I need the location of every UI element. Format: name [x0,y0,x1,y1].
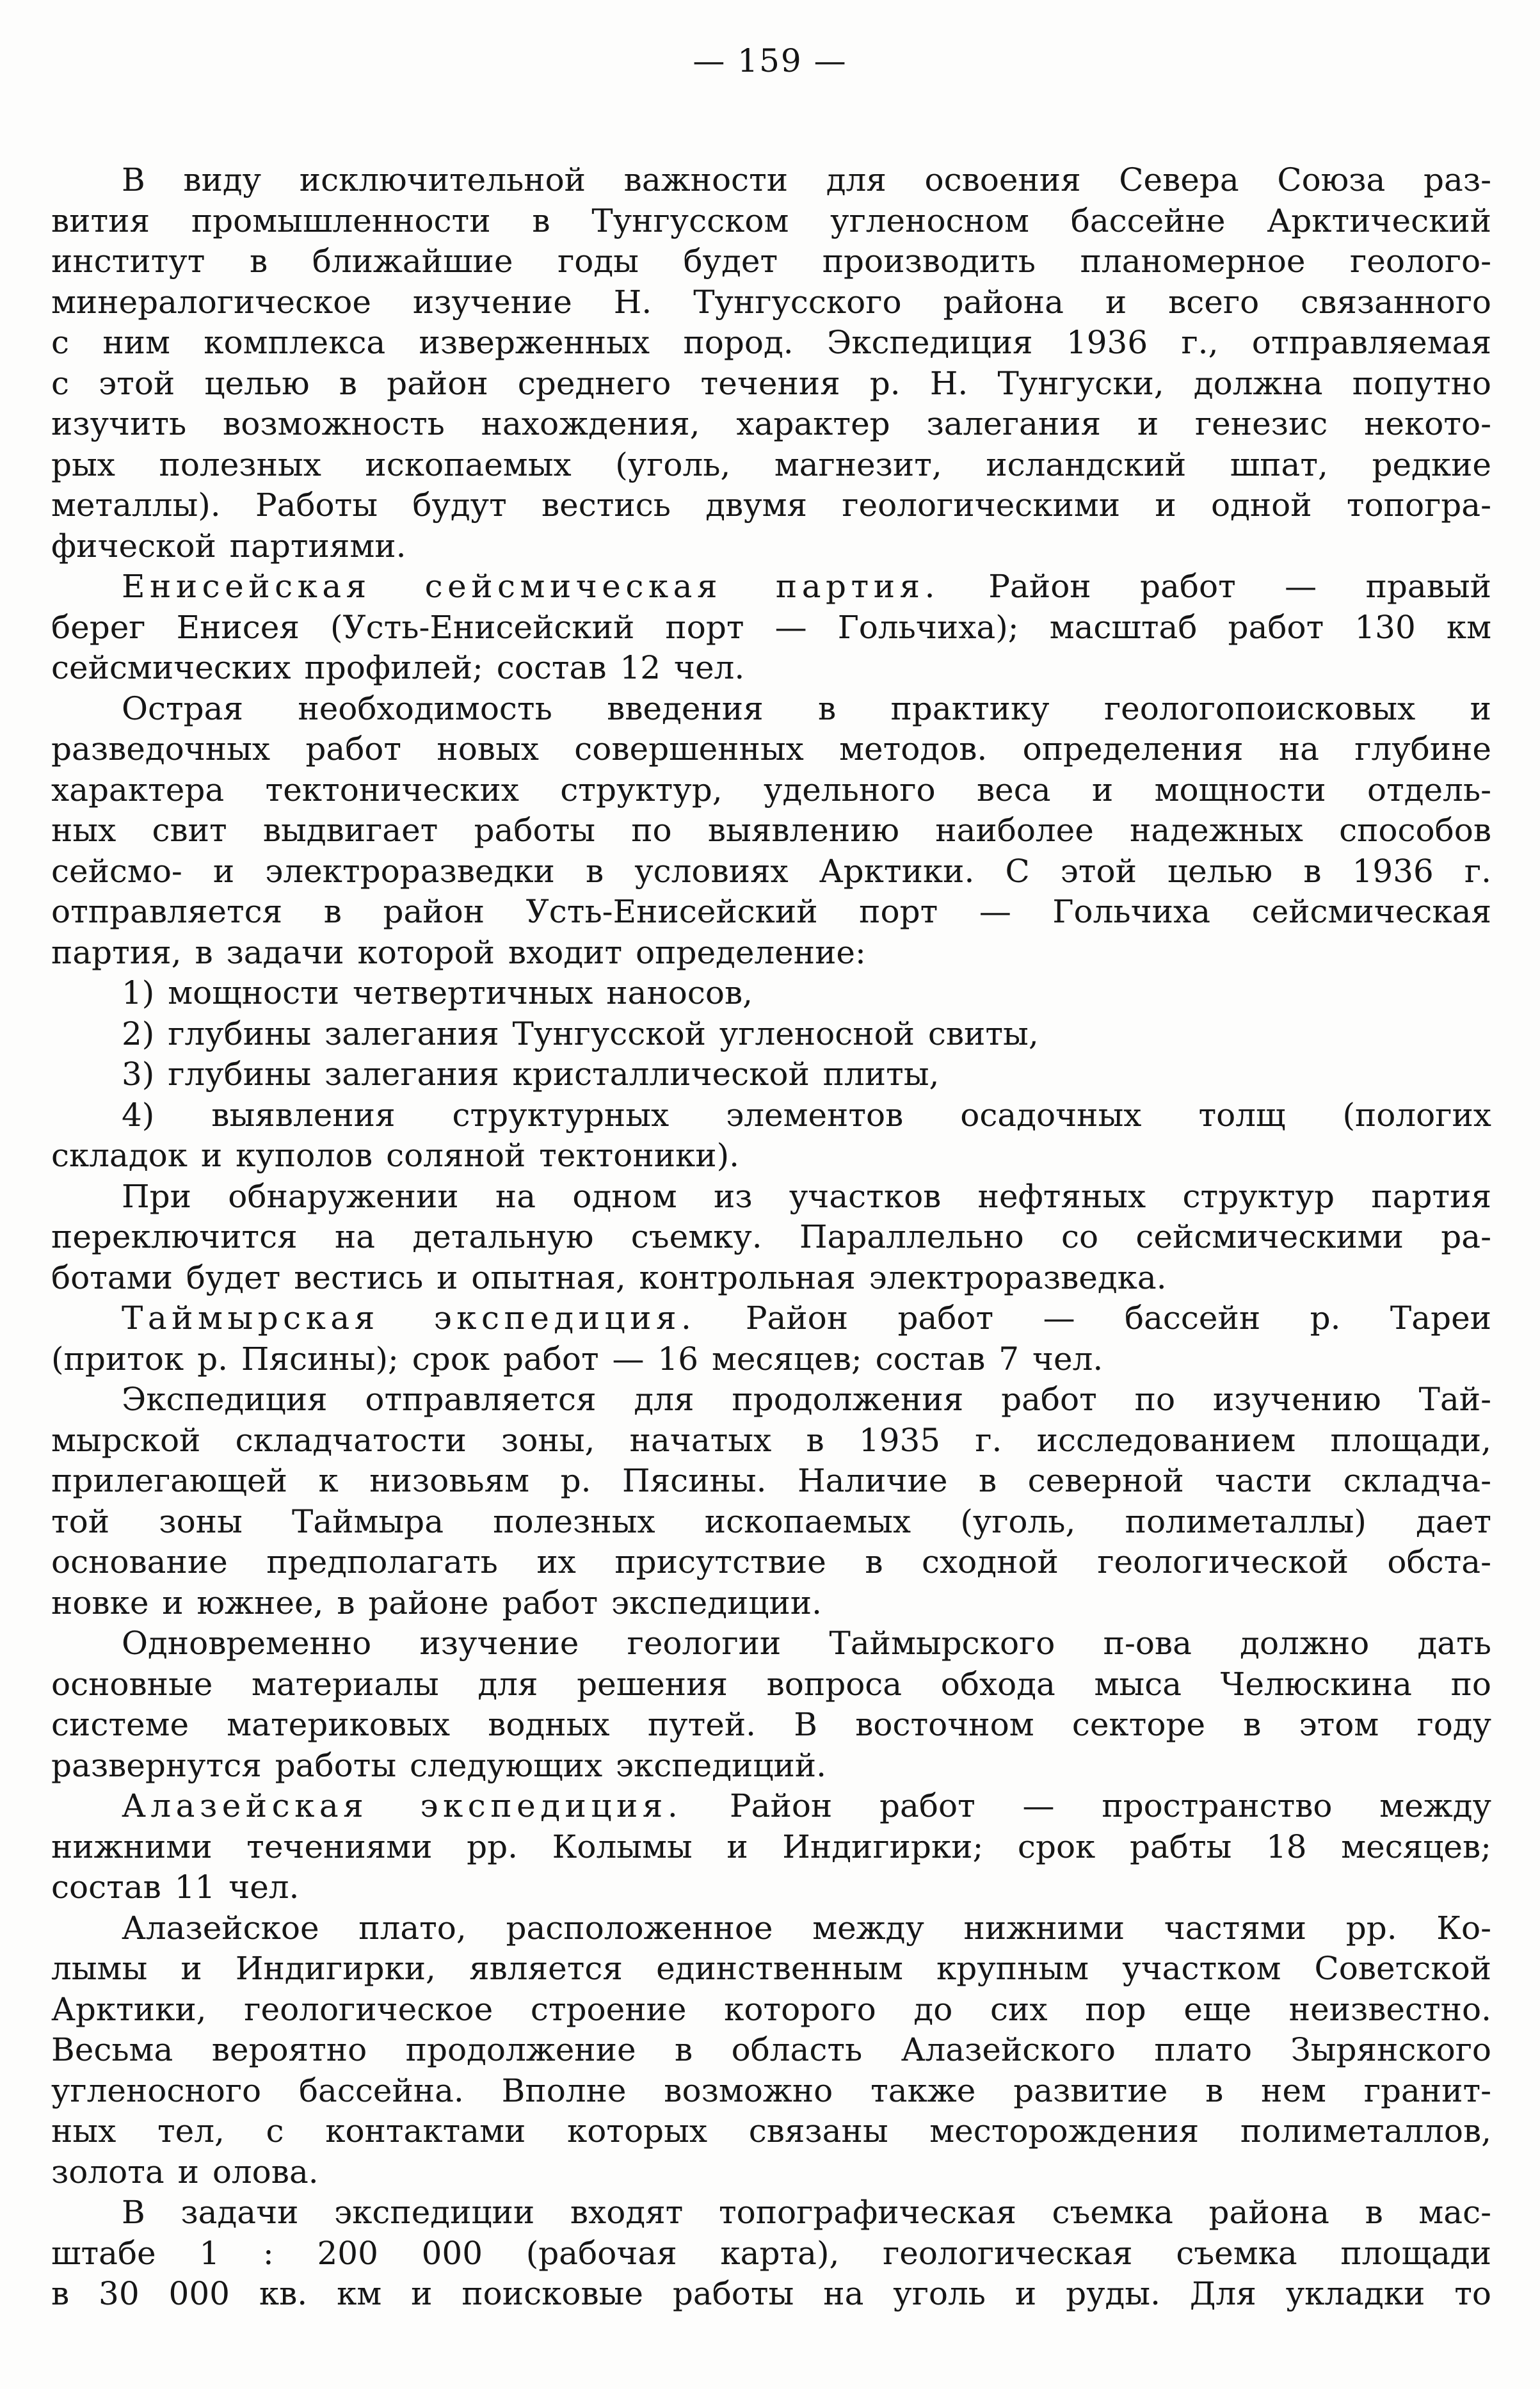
text-line: складок и куполов соляной тектоники). [51,1137,740,1174]
text-line: золота и олова. [51,2153,319,2191]
text-line: характера тектонических структур, удельного веса и мощности отдель- [51,771,1491,808]
list-item: 3) глубины залегания кристаллической плиты, [122,1056,940,1093]
text-line: ных свит выдвигает работы по выявлению наиболее надежных способов [51,812,1491,849]
text-line: (приток р. Пясины); срок работ — 16 месяцев; состав 7 чел. [51,1340,1103,1378]
heading-rest: Район работ — пространство между [682,1787,1491,1824]
text-line: При обнаружении на одном из участков нефтяных структур партия [122,1177,1491,1215]
text-line: состав 11 чел. [51,1869,300,1906]
text-line: фической партиями. [51,527,406,565]
text-line [51,1298,1491,1339]
heading-rest: Район работ — правый [939,568,1491,605]
text-line: В задачи экспедиции входят топографическая съемка района в мас- [122,2194,1491,2231]
text-line: в 30 000 кв. км и поисковые работы на уголь и руды. Для укладки то [51,2275,1491,2312]
text-line: с ним комплекса изверженных пород. Экспедиция 1936 г., отправляемая [51,324,1491,361]
text-line: прилегающей к низовьям р. Пясины. Наличие в северной части складча- [51,1462,1491,1499]
text-line: переключится на детальную съемку. Параллельно со сейсмическими ра- [51,1218,1491,1255]
text-line: сейсмических профилей; состав 12 чел. [51,649,745,686]
page-number: — 159 — [693,42,847,79]
text-line: Острая необходимость введения в практику геологопоисковых и [122,689,1491,727]
text-line: штабе 1 : 200 000 (рабочая карта), геологическая съемка площади [51,2234,1491,2272]
text-line: развернутся работы следующих экспедиций. [51,1746,827,1784]
text-line: мырской складчатости зоны, начатых в 1935 г. исследованием площади, [51,1421,1491,1459]
text-line: рых полезных ископаемых (уголь, магнезит, исландский шпат, редкие [51,446,1491,483]
text-line: минералогическое изучение Н. Тунгусского района и всего связанного [51,283,1491,321]
text-line: Алазейское плато, расположенное между нижними частями рр. Ко- [122,1909,1491,1947]
text-line [51,567,1491,607]
text-line: ботами будет вестись и опытная, контрольная электроразведка. [51,1259,1167,1296]
text-line: новке и южнее, в районе работ экспедиции. [51,1584,822,1621]
heading-rest: Район работ — бассейн р. Тареи [696,1299,1492,1337]
text-line: нижними течениями рр. Колымы и Индигирки; срок рабты 18 месяцев; [51,1828,1491,1865]
expedition-heading: Алазейская экспедиция. [122,1787,683,1824]
text-line: лымы и Индигирки, является единственным крупным участком Советской [51,1950,1491,1987]
text-line: разведочных работ новых совершенных методов. определения на глубине [51,730,1491,768]
list-item: 2) глубины залегания Тунгусской угленосной свиты, [122,1015,1039,1052]
text-line: В виду исключительной важности для освоения Севера Союза раз- [122,161,1491,198]
list-item: 1) мощности четвертичных наносов, [122,974,753,1011]
text-line: металлы). Работы будут вестись двумя геологическими и одной топогра- [51,487,1491,524]
text-line: той зоны Таймыра полезных ископаемых (уголь, полиметаллы) дает [51,1502,1491,1540]
text-block [51,160,1491,2315]
expedition-heading: Таймырская экспедиция. [122,1299,696,1337]
text-line: с этой целью в район среднего течения р. Н. Тунгуски, должна попутно [51,364,1491,402]
text-line: системе материковых водных путей. В восточном секторе в этом году [51,1706,1491,1743]
text-line: берег Енисея (Усть-Енисейский порт — Гольчиха); масштаб работ 130 км [51,608,1491,646]
text-line: Одновременно изучение геологии Таймырского п-ова должно дать [122,1625,1491,1662]
text-line: угленосного бассейна. Вполне возможно также развитие в нем гранит- [51,2071,1491,2109]
text-line: отправляется в район Усть-Енисейский порт — Гольчиха сейсмическая [51,893,1491,930]
text-line: партия, в задачи которой входит определение: [51,933,866,971]
text-line: основные материалы для решения вопроса обхода мыса Челюскина по [51,1665,1491,1703]
text-line [51,1786,1491,1827]
text-line: институт в ближайшие годы будет производить планомерное геолого- [51,243,1491,280]
text-line: ных тел, с контактами которых связаны месторождения полиметаллов, [51,2112,1491,2150]
text-line: сейсмо- и электроразведки в условиях Арктики. С этой целью в 1936 г. [51,852,1491,890]
text-line: Весьма вероятно продолжение в область Алазейского плато Зырянского [51,2031,1491,2068]
text-line: основание предполагать их присутствие в сходной геологической обста- [51,1543,1491,1581]
text-line: изучить возможность нахождения, характер залегания и генезис некото- [51,405,1491,442]
text-line: Экспедиция отправляется для продолжения работ по изучению Тай- [122,1381,1491,1418]
list-item: 4) выявления структурных элементов осадочных толщ (пологих [122,1096,1491,1134]
text-line: вития промышленности в Тунгусском угленосном бассейне Арктический [51,202,1491,239]
text-line: Арктики, геологическое строение которого до сих пор еще неизвестно. [51,1990,1491,2028]
expedition-heading: Енисейская сейсмическая партия. [122,568,940,605]
